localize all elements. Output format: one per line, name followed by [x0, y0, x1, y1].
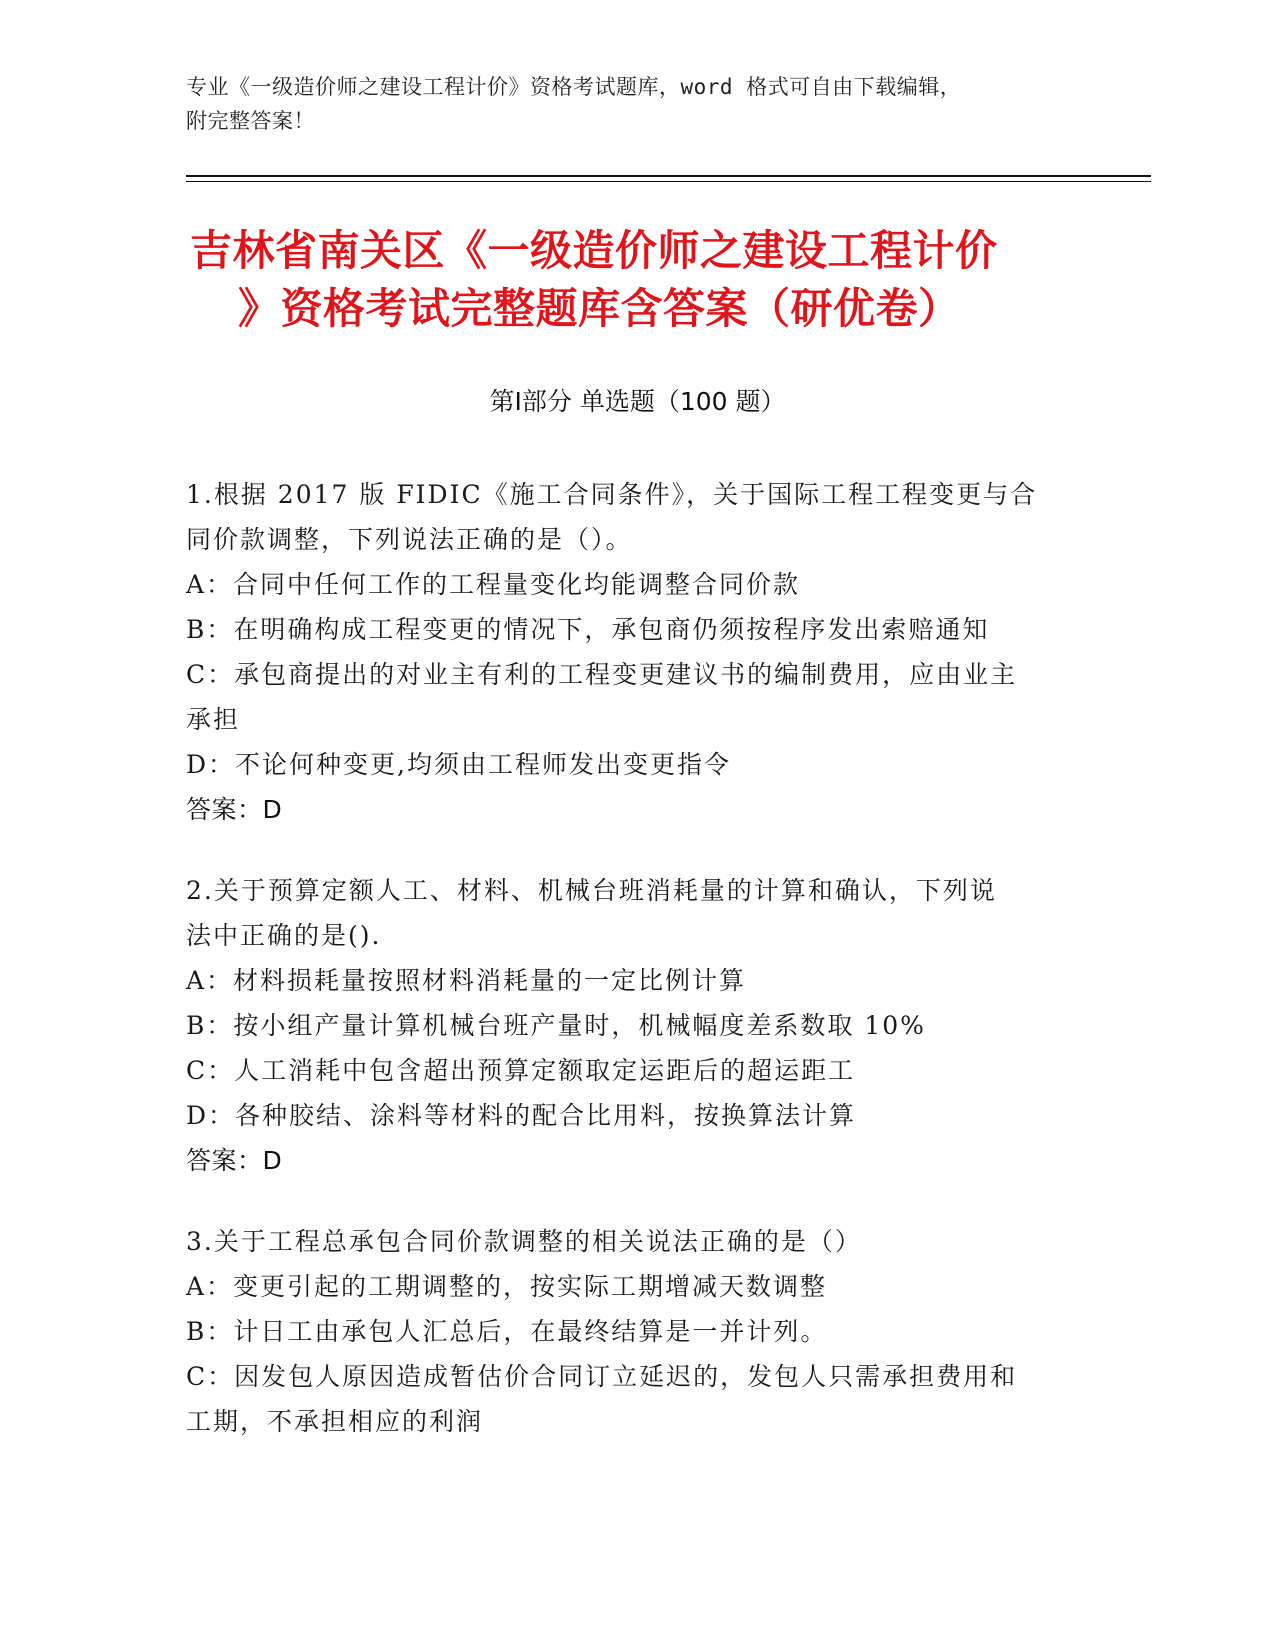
question-stem: 3.关于工程总承包合同价款调整的相关说法正确的是（） — [186, 1227, 862, 1256]
question-stem: 2.关于预算定额人工、材料、机械台班消耗量的计算和确认，下列说 — [186, 876, 997, 905]
option-c: C：因发包人原因造成暂估价合同订立延迟的，发包人只需承担费用和 — [186, 1362, 1018, 1391]
header-note-line: 专业《一级造价师之建设工程计价》资格考试题库，word 格式可自由下载编辑， — [186, 75, 962, 99]
option-c: C：承包商提出的对业主有利的工程变更建议书的编制费用，应由业主 — [186, 660, 1018, 689]
option-d: D：各种胶结、涂料等材料的配合比用料，按换算法计算 — [186, 1101, 857, 1130]
header-divider — [186, 175, 1151, 177]
answer: 答案：D — [186, 795, 283, 824]
option-c-continued: 工期，不承担相应的利润 — [186, 1407, 484, 1436]
option-b: B：计日工由承包人汇总后，在最终结算是一并计列。 — [186, 1317, 828, 1346]
answer: 答案：D — [186, 1146, 283, 1175]
option-a: A：材料损耗量按照材料消耗量的一定比例计算 — [186, 966, 747, 995]
question-list — [186, 472, 1086, 1480]
header-note — [186, 70, 1066, 138]
document-title-line: 》资格考试完整题库含答案（研优卷） — [238, 284, 961, 333]
option-a: A：变更引起的工期调整的，按实际工期增减天数调整 — [186, 1272, 828, 1301]
document-title-line: 吉林省南关区《一级造价师之建设工程计价 — [190, 226, 998, 275]
question-1 — [186, 472, 1086, 832]
header-divider-thin — [186, 181, 1151, 182]
question-3 — [186, 1219, 1086, 1444]
document-title — [190, 222, 1090, 338]
option-b: B：在明确构成工程变更的情况下，承包商仍须按程序发出索赔通知 — [186, 615, 990, 644]
option-c: C：人工消耗中包含超出预算定额取定运距后的超运距工 — [186, 1056, 856, 1085]
question-stem: 法中正确的是(). — [186, 921, 382, 950]
option-c-continued: 承担 — [186, 705, 241, 734]
question-stem: 1.根据 2017 版 FIDIC《施工合同条件》，关于国际工程工程变更与合 — [186, 480, 1038, 509]
question-2 — [186, 868, 1086, 1183]
option-a: A：合同中任何工作的工程量变化均能调整合同价款 — [186, 570, 801, 599]
header-note-line: 附完整答案！ — [186, 109, 315, 133]
question-stem: 同价款调整，下列说法正确的是（）。 — [186, 525, 633, 554]
option-b: B：按小组产量计算机械台班产量时，机械幅度差系数取 10% — [186, 1011, 926, 1040]
option-d: D：不论何种变更,均须由工程师发出变更指令 — [186, 750, 731, 779]
section-title: 第Ⅰ部分 单选题（100 题） — [489, 387, 786, 416]
